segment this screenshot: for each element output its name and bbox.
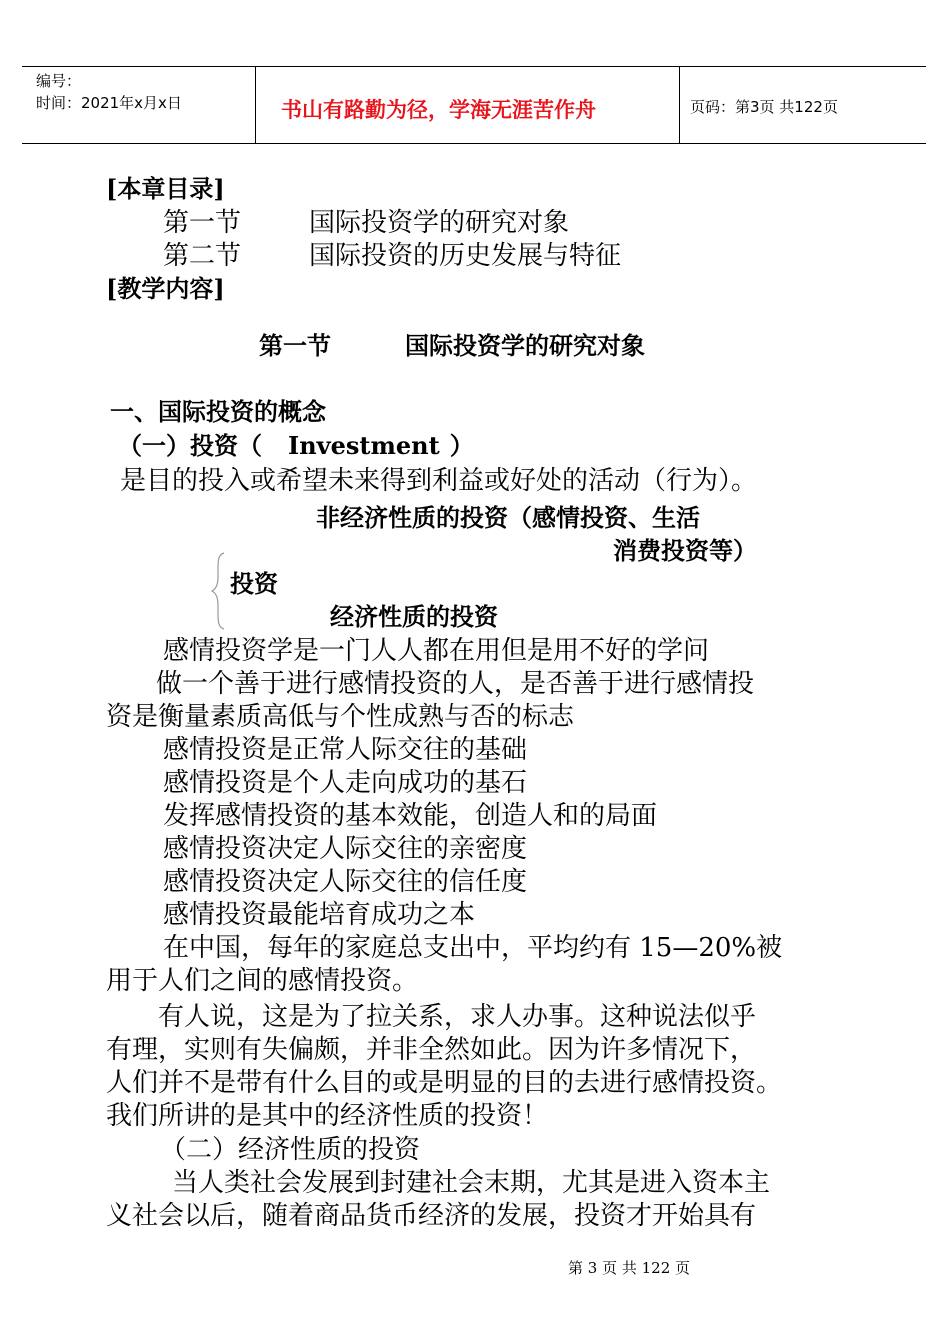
- body-line: 资是衡量素质高低与个性成熟与否的标志: [106, 702, 575, 732]
- body-line: 做一个善于进行感情投资的人，是否善于进行感情投: [156, 669, 755, 699]
- header-divider-2: [679, 66, 680, 144]
- body-line: 人们并不是带有什么目的或是明显的目的去进行感情投资。: [106, 1068, 783, 1098]
- toc-item-2-section: 第二节: [163, 241, 242, 271]
- investment-heading-english: Investment: [288, 431, 440, 460]
- body-line: 发挥感情投资的基本效能，创造人和的局面: [163, 801, 658, 831]
- investment-root-label: 投资: [230, 569, 278, 598]
- header-divider-1: [255, 66, 256, 144]
- investment-heading-suffix: ）: [449, 431, 474, 460]
- toc-item-1-title: 国际投资学的研究对象: [309, 208, 570, 238]
- content-heading: [教学内容]: [106, 274, 225, 303]
- section-title: 国际投资学的研究对象: [405, 331, 645, 360]
- toc-heading: [本章目录]: [106, 174, 225, 203]
- subsection-heading: （二）经济性质的投资: [160, 1135, 421, 1165]
- body-line: 感情投资决定人际交往的信任度: [163, 867, 528, 897]
- body-line: 义社会以后，随着商品货币经济的发展，投资才开始具有: [106, 1201, 757, 1231]
- body-line: 在中国，每年的家庭总支出中，平均约有 15—20%被: [163, 933, 783, 963]
- body-line: 当人类社会发展到封建社会末期，尤其是进入资本主: [172, 1168, 771, 1198]
- brace-icon: [208, 551, 228, 631]
- body-line: 感情投资决定人际交往的亲密度: [163, 834, 528, 864]
- non-economic-investment-line1: 非经济性质的投资（感情投资、生活: [316, 503, 700, 532]
- body-line: 有理，实则有失偏颇，并非全然如此。因为许多情况下，: [106, 1035, 757, 1065]
- body-line: 感情投资是正常人际交往的基础: [163, 735, 528, 765]
- body-line: 用于人们之间的感情投资。: [106, 966, 419, 996]
- document-time-label: 时间：2021年x月x日: [36, 94, 182, 112]
- body-line: 感情投资学是一门人人都在用但是用不好的学问: [163, 636, 710, 666]
- investment-heading: [118, 431, 474, 461]
- non-economic-investment-line2: 消费投资等）: [613, 536, 757, 565]
- header-motto: 书山有路勤为径，学海无涯苦作舟: [281, 98, 596, 122]
- toc-item-1-section: 第一节: [163, 208, 242, 238]
- header-page-info: 页码：第3页 共122页: [690, 98, 838, 116]
- page-footer: 第 3 页 共 122 页: [568, 1259, 691, 1277]
- toc-item-2-title: 国际投资的历史发展与特征: [309, 241, 622, 271]
- body-line: 感情投资最能培育成功之本: [163, 900, 476, 930]
- header-bottom-border: [22, 143, 926, 144]
- investment-definition: 是目的投入或希望未来得到利益或好处的活动（行为）。: [120, 466, 758, 496]
- concept-heading: 一、国际投资的概念: [110, 397, 326, 426]
- document-number-label: 编号：: [36, 72, 82, 90]
- economic-investment-label: 经济性质的投资: [330, 602, 498, 631]
- body-line: 我们所讲的是其中的经济性质的投资！: [106, 1101, 549, 1131]
- body-line: 有人说，这是为了拉关系，求人办事。这种说法似乎: [158, 1002, 757, 1032]
- section-number: 第一节: [259, 331, 331, 360]
- header-top-border: [22, 66, 926, 67]
- investment-heading-prefix: （一）投资（: [118, 431, 262, 460]
- body-line: 感情投资是个人走向成功的基石: [163, 768, 528, 798]
